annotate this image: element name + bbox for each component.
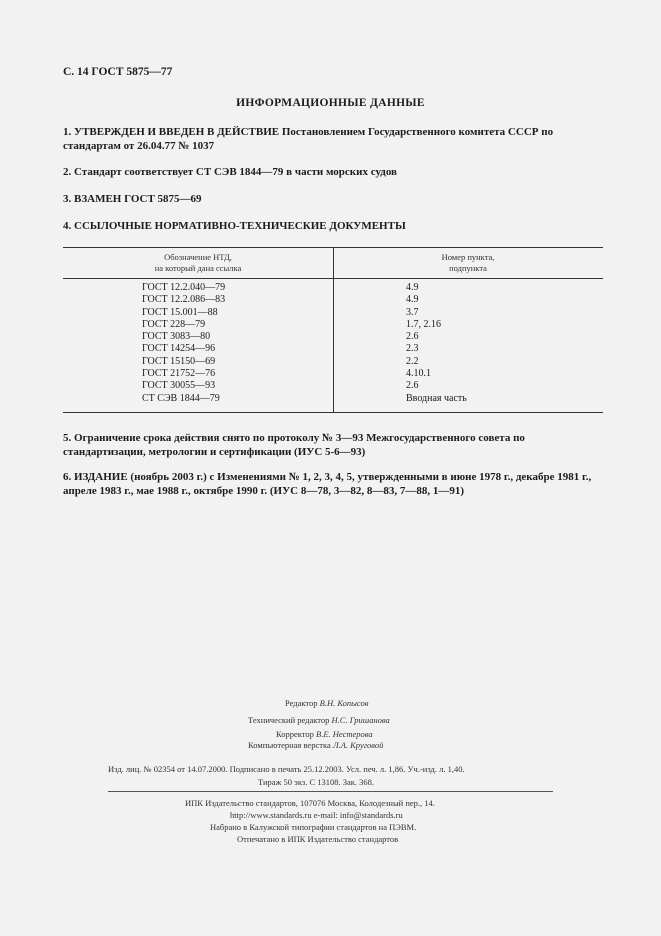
printing-info: Отпечатано в ИПК Издательство стандартов bbox=[237, 834, 399, 844]
publisher-contacts: http://www.standards.ru e-mail: info@standards.ru bbox=[230, 810, 403, 820]
table-cell: ГОСТ 15150—69 bbox=[142, 355, 216, 367]
table-cell: 2.3 bbox=[406, 343, 419, 355]
table-cell: 2.6 bbox=[406, 380, 419, 392]
table-cell: 2.2 bbox=[406, 355, 419, 367]
print-info-line-1: Изд. лиц. № 02354 от 14.07.2000. Подписано в печать 25.12.2003. Усл. печ. л. 1,86. Уч.-изд. л. 1,40. bbox=[108, 764, 465, 774]
table-cell: ГОСТ 14254—96 bbox=[142, 343, 216, 355]
item-text: (ноябрь 2003 г.) с Изменениями № 1, 2, 3, 4, 5, утвержденными в июне 1978 г., декабре 1981 г., апреле 1983 г., мае 1988 г., октябре 1990 г. (ИУС 8—78, 3—82, 8—83, 7—88, 1—91) bbox=[63, 471, 592, 497]
item-number: 4. bbox=[63, 220, 72, 232]
item-number: 5. bbox=[63, 432, 72, 444]
table-cell: ГОСТ 15.001—88 bbox=[142, 306, 218, 318]
table-cell: Вводная часть bbox=[406, 392, 467, 404]
item-2 bbox=[63, 165, 603, 179]
item-lead: ИЗДАНИЕ bbox=[74, 471, 128, 483]
print-info-line-2: Тираж 50 экз. С 13108. Зак. 368. bbox=[258, 777, 375, 787]
table-cell: 4.10.1 bbox=[406, 368, 431, 380]
table-cell: СТ СЭВ 1844—79 bbox=[142, 392, 220, 404]
table-column-clause bbox=[406, 282, 467, 405]
table-header-clause: Номер пункта, подпункта bbox=[441, 252, 495, 273]
typesetting-info: Набрано в Калужской типографии стандартов на ПЭВМ. bbox=[210, 822, 417, 832]
table-cell: 3.7 bbox=[406, 306, 419, 318]
table-cell: 2.6 bbox=[406, 331, 419, 343]
credit-corrector: Корректор В.Е. Нестерова bbox=[276, 729, 373, 739]
item-text: Стандарт соответствует СТ СЭВ 1844—79 в части морских судов bbox=[74, 166, 398, 178]
table-header-designation: Обозначение НТД, на который дана ссылка bbox=[154, 252, 242, 273]
item-5 bbox=[63, 431, 603, 459]
item-number: 3. bbox=[63, 193, 72, 205]
table-column-designation bbox=[142, 282, 225, 405]
item-4 bbox=[63, 219, 603, 233]
table-header-rule bbox=[63, 278, 603, 279]
item-text: Ограничение срока действия снято по протоколу № 3—93 Межгосударственного совета по стандартизации, метрологии и сертификации (ИУС 5-6—93) bbox=[63, 432, 525, 458]
table-cell: 4.9 bbox=[406, 294, 419, 306]
table-cell: ГОСТ 21752—76 bbox=[142, 368, 216, 380]
credit-editor: Редактор В.Н. Копысов bbox=[285, 698, 369, 708]
item-number: 1. bbox=[63, 126, 72, 138]
credit-layout: Компьютерная верстка Л.А. Круговой bbox=[248, 740, 384, 750]
item-lead: УТВЕРЖДЕН И ВВЕДЕН В ДЕЙСТВИЕ bbox=[74, 126, 280, 138]
table-cell: 4.9 bbox=[406, 282, 419, 293]
table-cell: ГОСТ 12.2.040—79 bbox=[142, 282, 226, 293]
table-cell: ГОСТ 30055—93 bbox=[142, 380, 216, 392]
publisher-address: ИПК Издательство стандартов, 107076 Москва, Колодезный пер., 14. bbox=[185, 798, 435, 808]
credit-tech-editor: Технический редактор Н.С. Гришанова bbox=[248, 715, 390, 725]
table-cell: ГОСТ 3083—80 bbox=[142, 331, 211, 343]
item-lead: ВЗАМЕН ГОСТ 5875—69 bbox=[74, 193, 202, 205]
table-cell: 1.7, 2.16 bbox=[406, 318, 441, 330]
item-lead: ССЫЛОЧНЫЕ НОРМАТИВНО-ТЕХНИЧЕСКИЕ ДОКУМЕНТЫ bbox=[74, 220, 406, 232]
item-number: 2. bbox=[63, 166, 72, 178]
table-cell: ГОСТ 228—79 bbox=[142, 318, 206, 330]
imprint-rule bbox=[108, 791, 553, 792]
page-title: ИНФОРМАЦИОННЫЕ ДАННЫЕ bbox=[236, 97, 425, 109]
table-cell: ГОСТ 12.2.086—83 bbox=[142, 294, 226, 306]
item-6 bbox=[63, 470, 603, 498]
item-number: 6. bbox=[63, 471, 72, 483]
item-text: Постановлением Государственного комитета СССР по стандартам от 26.04.77 № 1037 bbox=[63, 126, 554, 152]
item-3 bbox=[63, 192, 603, 206]
page-header: С. 14 ГОСТ 5875—77 bbox=[63, 66, 173, 78]
table-bottom-rule bbox=[63, 412, 603, 413]
item-1 bbox=[63, 125, 603, 153]
